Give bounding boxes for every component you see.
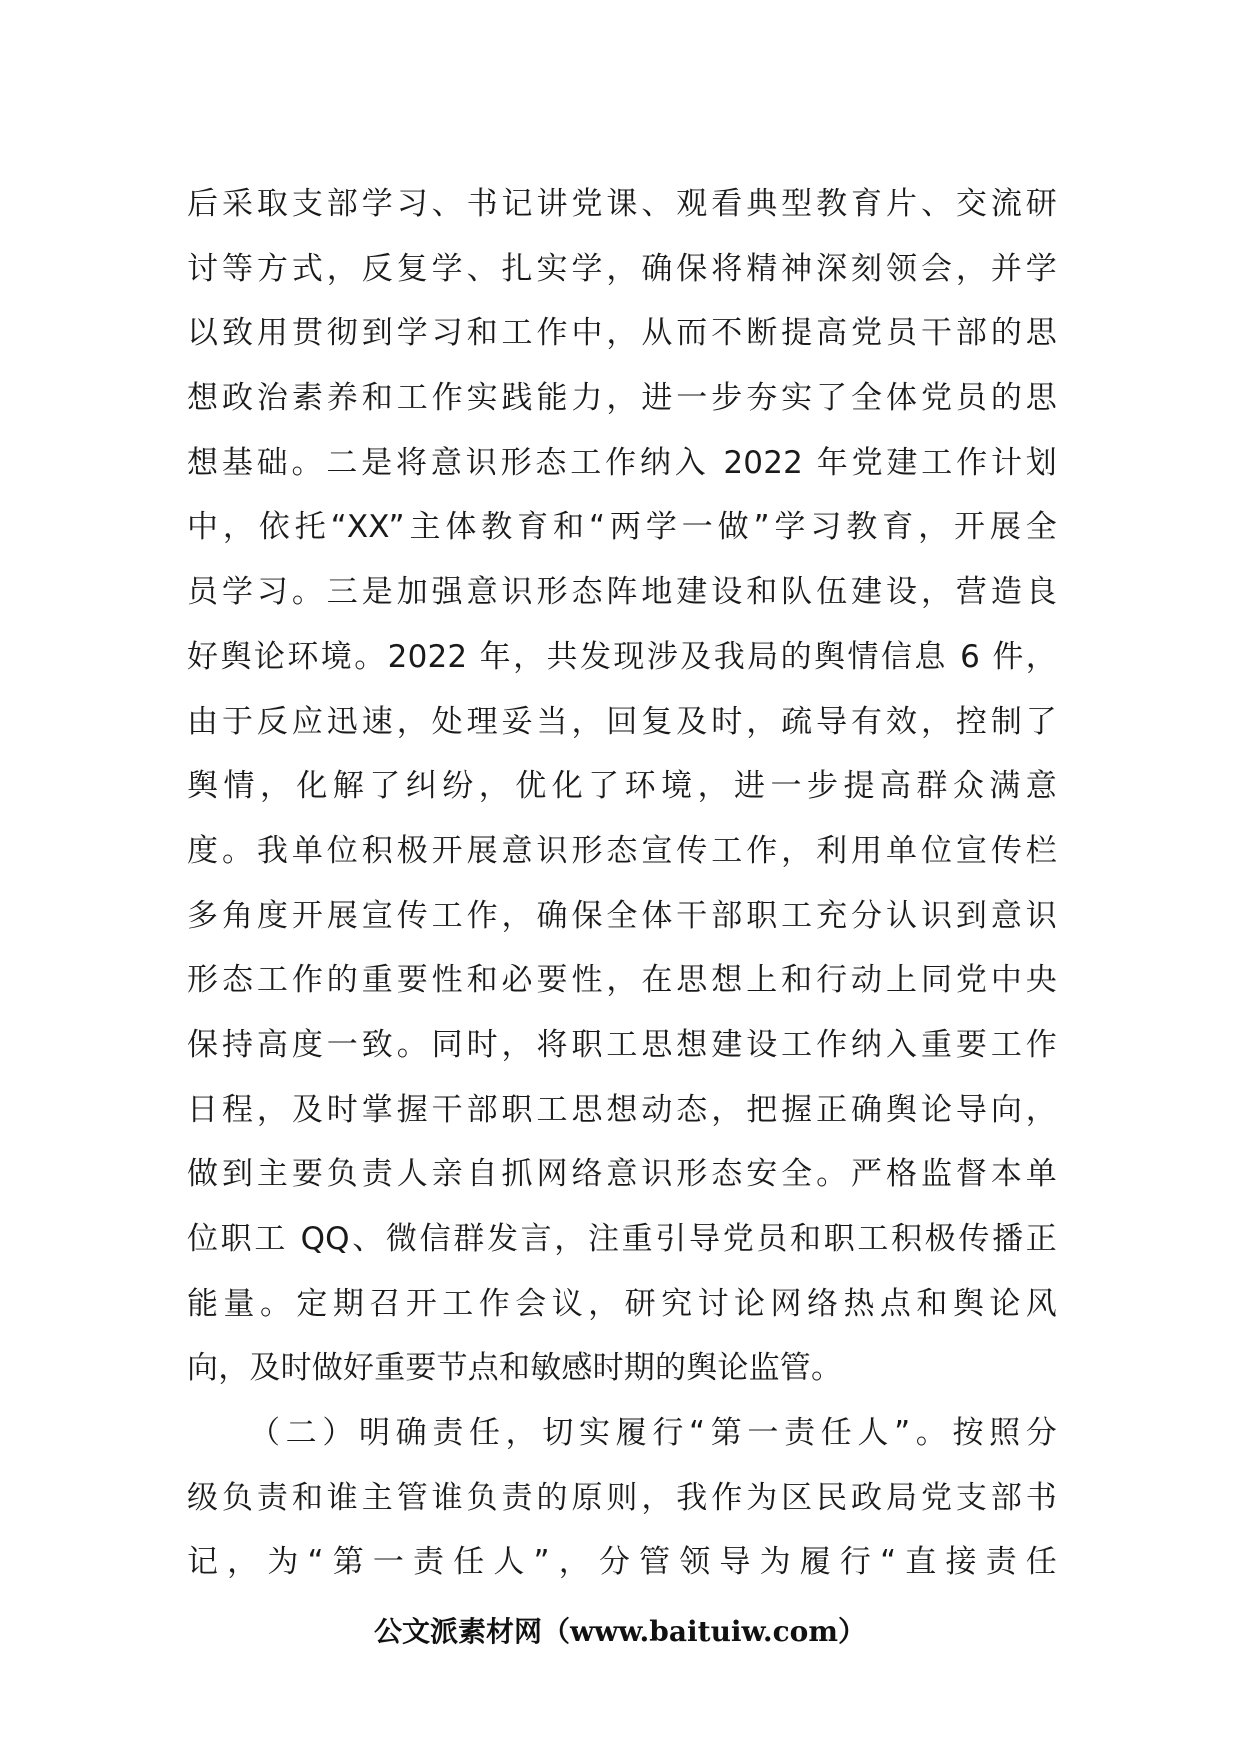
text-line: 多角度开展宣传工作，确保全体干部职工充分认识到意识 <box>187 897 1057 934</box>
text-line: 能量。定期召开工作会议，研究讨论网络热点和舆论风 <box>187 1285 1057 1322</box>
text-line: 讨等方式，反复学、扎实学，确保将精神深刻领会，并学 <box>187 250 1057 287</box>
text-line-paragraph-start: （二）明确责任，切实履行“第一责任人”。按照分 <box>249 1415 1057 1452</box>
text-line: 日程，及时掌握干部职工思想动态，把握正确舆论导向， <box>187 1091 1057 1128</box>
text-line: 想基础。二是将意识形态工作纳入 2022 年党建工作计划 <box>187 444 1057 481</box>
text-line: 以致用贯彻到学习和工作中，从而不断提高党员干部的思 <box>187 315 1057 352</box>
text-line: 员学习。三是加强意识形态阵地建设和队伍建设，营造良 <box>187 574 1057 611</box>
text-line: 好舆论环境。2022 年，共发现涉及我局的舆情信息 6 件， <box>187 638 1057 675</box>
footer-watermark-text: 公文派素材网（www.baituiw.com） <box>374 1615 866 1648</box>
text-line: 舆情，化解了纠纷，优化了环境，进一步提高群众满意 <box>187 768 1057 805</box>
text-line: 形态工作的重要性和必要性，在思想上和行动上同党中央 <box>187 962 1057 999</box>
text-line: 级负责和谁主管谁负责的原则，我作为区民政局党支部书 <box>187 1479 1057 1516</box>
text-line-paragraph-end: 向，及时做好重要节点和敏感时期的舆论监管。 <box>187 1350 843 1387</box>
text-line: 中，依托“XX”主体教育和“两学一做”学习教育，开展全 <box>187 509 1057 546</box>
text-line: 记，为“第一责任人”，分管领导为履行“直接责任 <box>187 1544 1057 1581</box>
text-line: 做到主要负责人亲自抓网络意识形态安全。严格监督本单 <box>187 1156 1057 1193</box>
text-line: 想政治素养和工作实践能力，进一步夯实了全体党员的思 <box>187 380 1057 417</box>
text-line: 由于反应迅速，处理妥当，回复及时，疏导有效，控制了 <box>187 703 1057 740</box>
document-body <box>187 172 1057 1595</box>
text-line: 保持高度一致。同时，将职工思想建设工作纳入重要工作 <box>187 1026 1057 1063</box>
text-line: 后采取支部学习、书记讲党课、观看典型教育片、交流研 <box>187 186 1057 222</box>
text-line: 度。我单位积极开展意识形态宣传工作，利用单位宣传栏 <box>187 832 1057 869</box>
text-line: 位职工 QQ、微信群发言，注重引导党员和职工积极传播正 <box>187 1221 1057 1257</box>
